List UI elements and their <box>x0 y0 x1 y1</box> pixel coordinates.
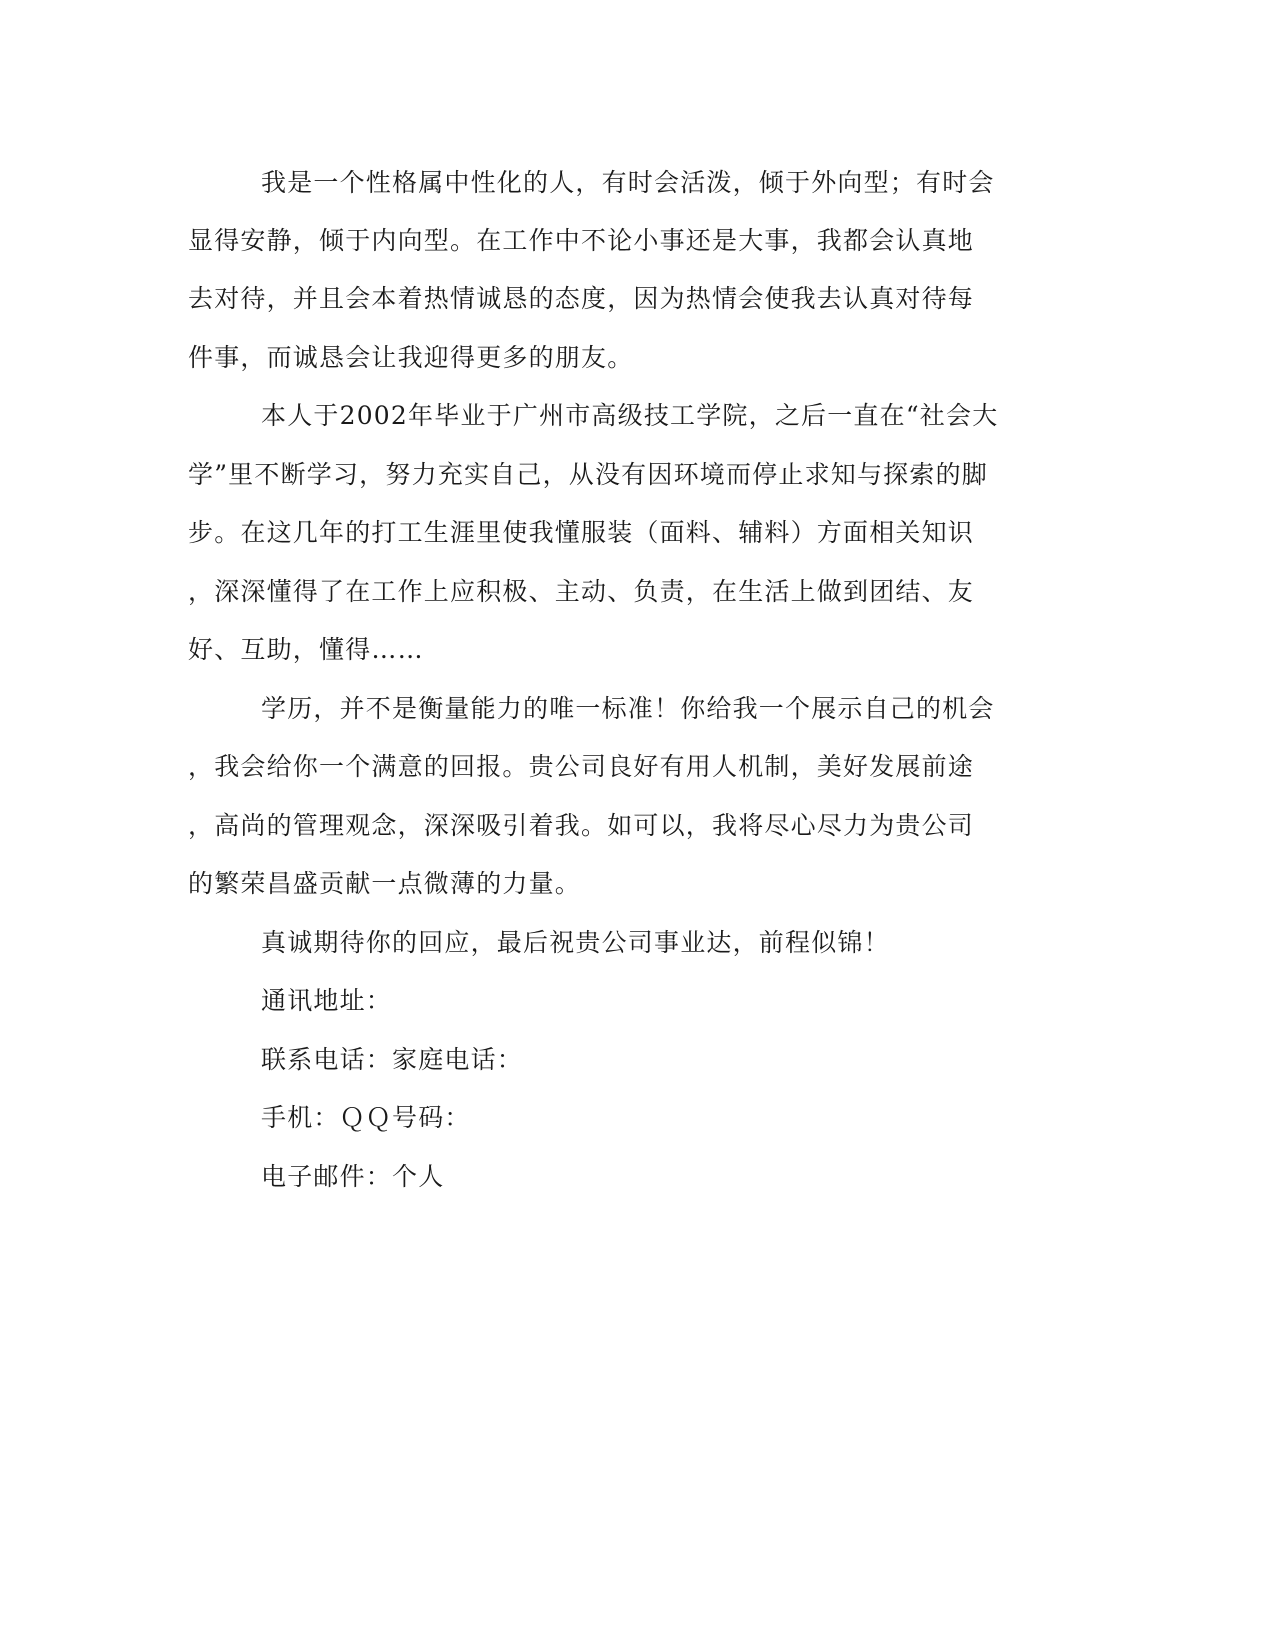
paragraph-3-line-3: ，高尚的管理观念，深深吸引着我。如可以，我将尽心尽力为贵公司 <box>188 811 975 840</box>
paragraph-2-line-1: 本人于2002年毕业于广州市高级技工学院，之后一直在“社会大 <box>261 401 999 430</box>
paragraph-1-line-3: 去对待，并且会本着热情诚恳的态度，因为热情会使我去认真对待每 <box>188 284 975 313</box>
paragraph-1-line-2: 显得安静，倾于内向型。在工作中不论小事还是大事，我都会认真地 <box>188 226 975 255</box>
address-label: 通讯地址： <box>261 986 393 1015</box>
paragraph-3-line-1: 学历，并不是衡量能力的唯一标准！你给我一个展示自己的机会 <box>261 694 995 723</box>
paragraph-1-line-1: 我是一个性格属中性化的人，有时会活泼，倾于外向型；有时会 <box>261 168 995 197</box>
mobile-qq-label: 手机：ＱＱ号码： <box>261 1103 471 1132</box>
paragraph-2-line-3: 步。在这几年的打工生涯里使我懂服装（面料、辅料）方面相关知识 <box>188 518 975 547</box>
phone-label: 联系电话：家庭电话： <box>261 1045 524 1074</box>
email-label: 电子邮件：个人 <box>261 1162 445 1191</box>
paragraph-2-line-2: 学”里不断学习，努力充实自己，从没有因环境而停止求知与探索的脚 <box>188 460 988 489</box>
paragraph-2-line-5: 好、互助，懂得…… <box>188 635 424 664</box>
paragraph-3-line-2: ，我会给你一个满意的回报。贵公司良好有用人机制，美好发展前途 <box>188 752 975 781</box>
paragraph-3-line-4: 的繁荣昌盛贡献一点微薄的力量。 <box>188 869 582 898</box>
paragraph-1-line-4: 件事，而诚恳会让我迎得更多的朋友。 <box>188 343 634 372</box>
closing-line: 真诚期待你的回应，最后祝贵公司事业达，前程似锦！ <box>261 928 890 957</box>
paragraph-2-line-4: ，深深懂得了在工作上应积极、主动、负责，在生活上做到团结、友 <box>188 577 975 606</box>
